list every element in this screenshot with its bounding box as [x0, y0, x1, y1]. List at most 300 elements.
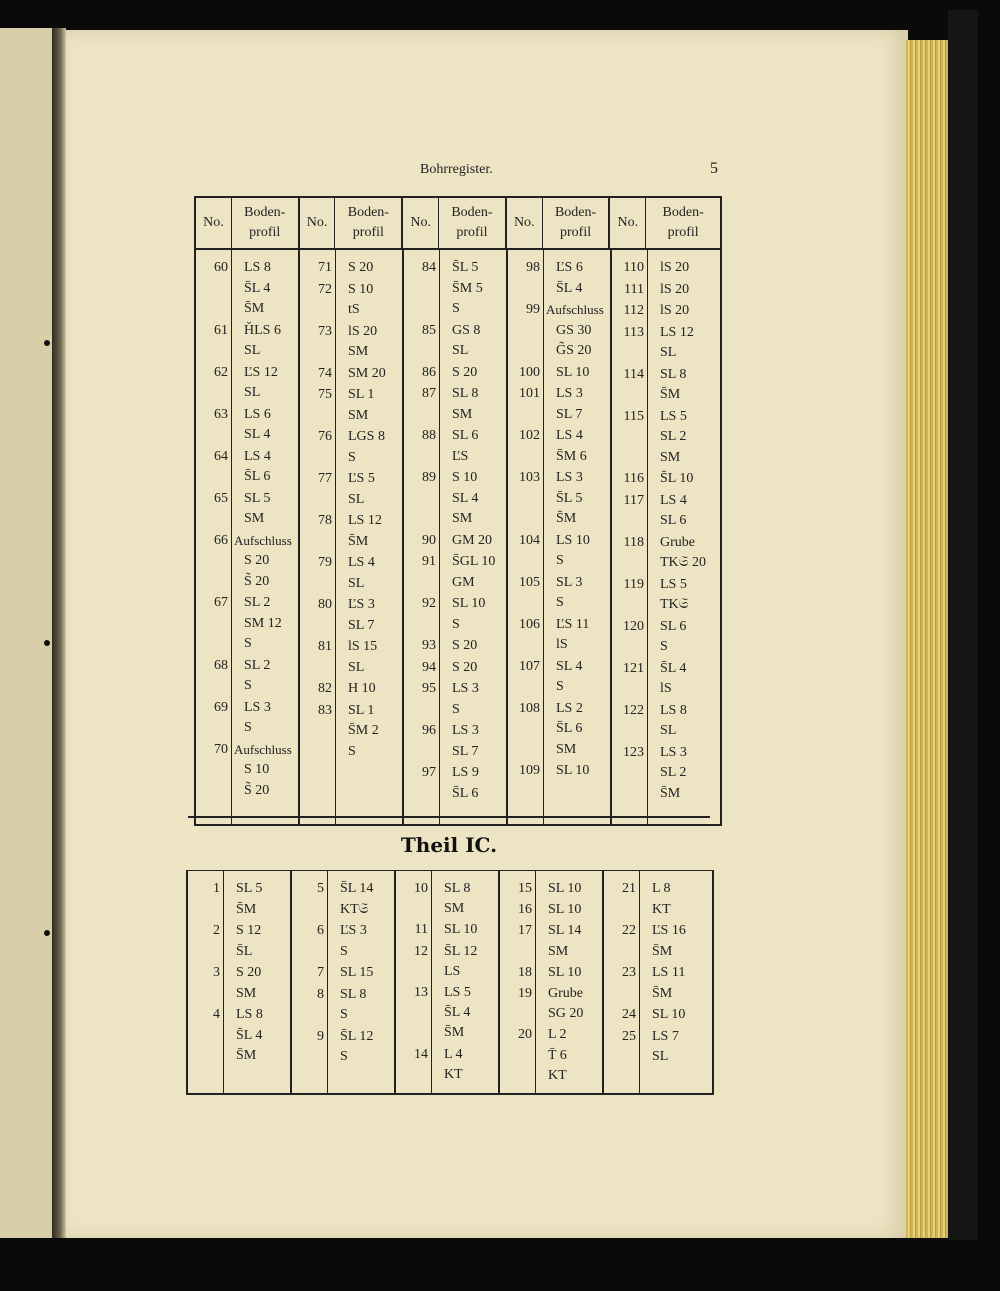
column-rule: [394, 871, 396, 1093]
soil-profile-line: LS 10: [556, 532, 590, 548]
soil-profile-line: LS 12: [348, 513, 382, 528]
entry-number: 106: [519, 616, 540, 632]
entry-number: 113: [623, 324, 644, 340]
soil-profile-line: ĽS 16: [652, 923, 686, 938]
entry-number: 93: [422, 638, 436, 653]
column-rule: [335, 250, 336, 824]
page-number: 5: [710, 160, 718, 177]
soil-profile-line: ĽS 3: [348, 597, 375, 612]
soil-profile-line: L 2: [548, 1027, 567, 1043]
entry-number: 68: [214, 657, 228, 673]
register-table: [194, 196, 722, 826]
soil-profile-line: SL 8: [444, 881, 471, 896]
header-bodenprofil: Boden- profil: [543, 198, 611, 248]
soil-profile-line: SM: [660, 449, 681, 465]
soil-profile-line: S 10: [348, 281, 374, 297]
column-rule: [327, 871, 328, 1093]
soil-profile-line: SM: [452, 511, 473, 526]
soil-profile-line: SL 2: [244, 657, 271, 673]
soil-profile-line: SM: [556, 741, 577, 757]
entry-number: 11: [414, 922, 428, 938]
entry-number: 99: [526, 302, 540, 317]
soil-profile-line: L 8: [652, 881, 671, 896]
soil-profile-line: LS 4: [244, 448, 271, 464]
soil-profile-line: SL 10: [548, 902, 582, 918]
soil-profile-line: S: [244, 720, 252, 735]
entry-number: 71: [318, 260, 332, 275]
column-rule: [498, 871, 500, 1093]
column-rule: [439, 250, 440, 824]
soil-profile-line: SL: [348, 491, 365, 507]
soil-profile-line: SL 10: [556, 763, 590, 778]
entry-number: 24: [622, 1007, 636, 1022]
soil-profile-line: S 10: [244, 762, 270, 777]
soil-profile-line: SL: [660, 345, 677, 360]
soil-profile-line: KT: [444, 1066, 463, 1082]
soil-profile-line: S: [556, 595, 564, 610]
soil-profile-line: LS 12: [660, 324, 694, 340]
soil-profile-line: LS 3: [556, 470, 583, 485]
table-body-part1: [196, 250, 720, 824]
soil-profile-line: LS 5: [444, 985, 471, 1000]
binding-hole: [44, 340, 50, 346]
soil-profile-line: SL 8: [660, 366, 687, 382]
entry-number: 87: [422, 386, 436, 401]
soil-profile-line: SL 6: [660, 618, 687, 634]
soil-profile-line: SM: [348, 344, 369, 359]
soil-profile-line: SL: [660, 723, 677, 738]
soil-profile-line: Aufschluss: [234, 532, 292, 548]
entry-number: 64: [214, 448, 228, 464]
soil-profile-line: S̄L 4: [660, 660, 687, 676]
soil-profile-line: S 20: [452, 659, 478, 675]
soil-profile-line: S: [340, 1049, 348, 1064]
soil-profile-line: SL: [652, 1049, 669, 1064]
soil-profile-line: S̄L 12: [340, 1028, 374, 1044]
entry-number: 100: [519, 364, 540, 380]
header-no: No.: [610, 198, 646, 248]
entry-number: 77: [318, 471, 332, 486]
soil-profile-line: ĽS 6: [556, 260, 583, 275]
soil-profile-line: KT: [548, 1067, 567, 1083]
entry-number: 69: [214, 699, 228, 715]
soil-profile-line: SL 6: [452, 428, 479, 443]
entry-number: 121: [623, 660, 644, 676]
register-table-part2: [186, 870, 714, 1095]
soil-profile-line: SL 4: [556, 658, 583, 674]
soil-profile-line: Aufschluss: [234, 741, 292, 757]
entry-number: 1: [213, 881, 220, 896]
left-page-edge: [0, 28, 58, 1238]
entry-number: 70: [214, 741, 228, 757]
column-rule: [647, 250, 648, 824]
soil-profile-line: S 20: [452, 638, 478, 653]
entry-number: 21: [622, 881, 636, 896]
entry-number: 91: [422, 554, 436, 569]
soil-profile-line: TK𝔖 20: [660, 555, 706, 570]
soil-profile-line: SL 5: [244, 490, 271, 506]
soil-profile-line: S̄L 10: [660, 471, 694, 486]
entry-number: 22: [622, 923, 636, 938]
entry-number: 66: [214, 532, 228, 548]
entry-number: 85: [422, 322, 436, 338]
soil-profile-line: SL 2: [660, 429, 687, 444]
entry-number: 116: [623, 471, 644, 486]
entry-number: 102: [519, 428, 540, 443]
soil-profile-line: lS 20: [660, 281, 690, 297]
soil-profile-line: S: [340, 943, 348, 959]
soil-profile-line: LS 8: [660, 702, 687, 718]
entry-number: 118: [623, 534, 644, 550]
entry-number: 89: [422, 470, 436, 485]
header-bodenprofil: Boden- profil: [439, 198, 507, 248]
soil-profile-line: S: [556, 553, 564, 568]
soil-profile-line: S̄M: [244, 301, 265, 316]
soil-profile-line: S 20: [452, 364, 478, 380]
soil-profile-line: SL 7: [556, 406, 583, 422]
soil-profile-line: LS 7: [652, 1028, 679, 1044]
entry-number: 20: [518, 1027, 532, 1043]
entry-number: 122: [623, 702, 644, 718]
column-rule: [298, 250, 300, 824]
soil-profile-line: SL: [244, 385, 261, 400]
soil-profile-line: LS 3: [660, 744, 687, 760]
soil-profile-line: SL: [244, 343, 261, 358]
soil-profile-line: SM: [548, 943, 569, 959]
soil-profile-line: LS 4: [660, 492, 687, 508]
entry-number: 92: [422, 596, 436, 611]
soil-profile-line: LS 6: [244, 406, 271, 422]
soil-profile-line: S̄M: [348, 533, 369, 549]
entry-number: 13: [414, 985, 428, 1000]
entry-number: 18: [518, 964, 532, 980]
header-no: No.: [196, 198, 232, 248]
soil-profile-line: LGS 8: [348, 429, 385, 444]
soil-profile-line: S̄M 2: [348, 723, 379, 738]
soil-profile-line: SL 1: [348, 387, 375, 402]
soil-profile-line: SL 7: [452, 743, 479, 759]
soil-profile-line: S̄M: [556, 511, 577, 526]
entry-number: 120: [623, 618, 644, 634]
table-header: [196, 198, 720, 250]
soil-profile-line: tS: [348, 302, 360, 317]
book-gutter: [52, 28, 66, 1238]
soil-profile-line: S̄M 6: [556, 448, 587, 464]
entry-number: 60: [214, 260, 228, 275]
soil-profile-line: LS 5: [660, 576, 687, 592]
soil-profile-line: S̄L 4: [244, 280, 271, 296]
soil-profile-line: lS 15: [348, 639, 378, 654]
soil-profile-line: SL 3: [556, 574, 583, 590]
soil-profile-line: SL 5: [236, 881, 263, 896]
soil-profile-line: S̄M: [444, 1025, 465, 1041]
header-bodenprofil: Boden- profil: [662, 205, 704, 240]
soil-profile-line: L 4: [444, 1046, 463, 1062]
book-cover: [948, 10, 978, 1240]
soil-profile-line: LS 4: [556, 428, 583, 443]
soil-profile-line: SL: [452, 343, 469, 358]
soil-profile-line: ĽS 12: [244, 364, 278, 380]
soil-profile-line: SM: [244, 511, 265, 526]
entry-number: 82: [318, 681, 332, 696]
column-rule: [639, 871, 640, 1093]
column-rule: [506, 250, 508, 824]
soil-profile-line: S: [244, 636, 252, 651]
entry-number: 19: [518, 986, 532, 1001]
soil-profile-line: S̄GL 10: [452, 554, 496, 569]
entry-number: 67: [214, 595, 228, 610]
header-no: No.: [507, 198, 543, 248]
entry-number: 17: [518, 923, 532, 939]
table-body-part2: [188, 871, 712, 1093]
soil-profile-line: SL 1: [348, 702, 375, 718]
entry-number: 62: [214, 364, 228, 380]
entry-number: 16: [518, 902, 532, 918]
soil-profile-line: SL 10: [556, 364, 590, 380]
soil-profile-line: S: [452, 616, 460, 632]
soil-profile-line: S: [452, 701, 460, 717]
entry-number: 117: [623, 492, 644, 508]
entry-number: 75: [318, 387, 332, 402]
entry-number: 108: [519, 700, 540, 716]
entry-number: 112: [623, 303, 644, 318]
soil-profile-line: Grube: [660, 534, 695, 550]
binding-hole: [44, 640, 50, 646]
soil-profile-line: lS 20: [660, 303, 690, 318]
soil-profile-line: LS: [444, 963, 461, 979]
column-rule: [290, 871, 292, 1093]
soil-profile-line: ĽS 5: [348, 471, 375, 486]
entry-number: 98: [526, 260, 540, 275]
entry-number: 109: [519, 763, 540, 778]
entry-number: 97: [422, 765, 436, 780]
column-rule: [610, 250, 612, 824]
soil-profile-line: S̄M 5: [452, 280, 483, 296]
entry-number: 84: [422, 260, 436, 275]
soil-profile-line: S: [244, 678, 252, 693]
soil-profile-line: ĽS 11: [556, 616, 590, 632]
header-bodenprofil: Boden- profil: [335, 198, 403, 248]
soil-profile-line: S 20: [244, 553, 270, 568]
binding-hole: [44, 930, 50, 936]
soil-profile-line: SL 14: [548, 923, 582, 939]
soil-profile-line: LS 3: [556, 386, 583, 401]
soil-profile-line: S̄L 12: [444, 943, 478, 959]
soil-profile-line: LS 8: [236, 1007, 263, 1022]
entry-number: 114: [623, 366, 644, 382]
soil-profile-line: SL 10: [444, 922, 478, 938]
entry-number: 111: [624, 281, 644, 297]
entry-number: 96: [422, 723, 436, 738]
soil-profile-line: Grube: [548, 986, 583, 1001]
soil-profile-line: S̄M: [236, 901, 257, 917]
soil-profile-line: S̄L 4: [444, 1005, 471, 1021]
running-title: Bohrregister.: [420, 162, 493, 177]
soil-profile-line: lS 20: [660, 260, 690, 275]
soil-profile-line: H 10: [348, 681, 376, 696]
column-rule: [431, 871, 432, 1093]
entry-number: 76: [318, 429, 332, 444]
soil-profile-line: SM: [348, 407, 369, 423]
entry-number: 80: [318, 597, 332, 612]
soil-profile-line: S̄L 6: [556, 721, 583, 736]
soil-profile-line: S̄L 4: [236, 1027, 263, 1043]
soil-profile-line: ȞLS 6: [244, 322, 281, 338]
soil-profile-line: SL 15: [340, 965, 374, 980]
soil-profile-line: SL 4: [452, 490, 479, 506]
soil-profile-line: G̃S 20: [556, 343, 592, 358]
entry-number: 9: [317, 1028, 324, 1044]
soil-profile-line: LS 3: [244, 699, 271, 715]
soil-profile-line: SL 8: [452, 386, 479, 401]
entry-number: 6: [317, 923, 324, 938]
entry-number: 101: [519, 386, 540, 401]
soil-profile-line: S 10: [452, 470, 478, 485]
entry-number: 65: [214, 490, 228, 506]
entry-number: 78: [318, 513, 332, 528]
soil-profile-line: LS 11: [652, 965, 686, 980]
entry-number: 123: [623, 744, 644, 760]
soil-profile-line: ĽS 3: [340, 923, 367, 938]
entry-number: 103: [519, 470, 540, 485]
soil-profile-line: S̄M: [652, 943, 673, 959]
entry-number: 23: [622, 965, 636, 980]
soil-profile-line: S̄M: [660, 387, 681, 402]
soil-profile-line: LS 5: [660, 408, 687, 424]
soil-profile-line: LS 3: [452, 723, 479, 738]
entry-number: 4: [213, 1007, 220, 1022]
header-no: No.: [403, 198, 439, 248]
soil-profile-line: S̄M: [236, 1048, 257, 1063]
soil-profile-line: SM 20: [348, 365, 386, 381]
entry-number: 61: [214, 322, 228, 338]
entry-number: 110: [623, 260, 644, 275]
soil-profile-line: lS 20: [348, 323, 378, 339]
page-edges: [906, 40, 948, 1238]
entry-number: 3: [213, 965, 220, 980]
entry-number: 90: [422, 532, 436, 548]
soil-profile-line: SL 2: [660, 765, 687, 780]
entry-number: 10: [414, 881, 428, 896]
soil-profile-line: S̄L 14: [340, 881, 374, 896]
entry-number: 74: [318, 365, 332, 381]
soil-profile-line: S̄L 4: [556, 280, 583, 296]
soil-profile-line: S̃ 20: [244, 782, 270, 798]
soil-profile-line: S: [452, 301, 460, 316]
entry-number: 104: [519, 532, 540, 548]
soil-profile-line: S̄L 5: [452, 260, 479, 275]
column-rule: [231, 250, 232, 824]
soil-profile-line: LS 4: [348, 555, 375, 570]
soil-profile-line: S̄L 6: [244, 469, 271, 484]
soil-profile-line: SM: [444, 901, 465, 917]
soil-profile-line: S: [660, 639, 668, 654]
soil-profile-line: S̄M: [660, 785, 681, 801]
entry-number: 5: [317, 881, 324, 896]
soil-profile-line: GS 30: [556, 322, 592, 338]
entry-number: 94: [422, 659, 436, 675]
soil-profile-line: S̄L 5: [556, 490, 583, 506]
soil-profile-line: S: [556, 679, 564, 694]
entry-number: 115: [623, 408, 644, 424]
entry-number: 86: [422, 364, 436, 380]
soil-profile-line: S̄L 6: [452, 785, 479, 801]
soil-profile-line: SL 6: [660, 513, 687, 528]
entry-number: 95: [422, 681, 436, 696]
soil-profile-line: Aufschluss: [546, 302, 604, 317]
soil-profile-line: SL 2: [244, 595, 271, 610]
entry-number: 119: [623, 576, 644, 592]
soil-profile-line: LS 3: [452, 681, 479, 696]
soil-profile-line: lS: [660, 681, 672, 696]
soil-profile-line: S 20: [236, 965, 262, 980]
soil-profile-line: S 20: [348, 260, 374, 275]
header-bodenprofil: Boden- profil: [232, 198, 300, 248]
entry-number: 15: [518, 881, 532, 896]
soil-profile-line: SL 10: [652, 1007, 686, 1022]
soil-profile-line: GS 8: [452, 322, 481, 338]
soil-profile-line: KT𝔖: [340, 901, 369, 917]
entry-number: 88: [422, 428, 436, 443]
entry-number: 79: [318, 555, 332, 570]
soil-profile-line: S: [348, 743, 356, 759]
entry-number: 2: [213, 923, 220, 938]
entry-number: 14: [414, 1046, 428, 1062]
soil-profile-line: S 12: [236, 923, 262, 938]
soil-profile-line: ĽS: [452, 448, 469, 464]
entry-number: 8: [317, 986, 324, 1002]
soil-profile-line: SM 12: [244, 615, 282, 631]
soil-profile-line: LS 9: [452, 765, 479, 780]
soil-profile-line: TK𝔖: [660, 597, 689, 612]
soil-profile-line: SL 4: [244, 427, 271, 442]
entry-number: 81: [318, 639, 332, 654]
soil-profile-line: SL 10: [452, 596, 486, 611]
section-title: Theil IC.: [188, 816, 710, 871]
entry-number: 72: [318, 281, 332, 297]
soil-profile-line: S̄L: [236, 943, 253, 959]
soil-profile-line: SL 7: [348, 617, 375, 633]
header-no: No.: [300, 198, 336, 248]
column-rule: [402, 250, 404, 824]
soil-profile-line: LS 2: [556, 700, 583, 716]
soil-profile-line: S: [340, 1007, 348, 1022]
soil-profile-line: SM: [236, 985, 257, 1001]
entry-number: 7: [317, 965, 324, 980]
soil-profile-line: KT: [652, 901, 671, 917]
soil-profile-line: GM 20: [452, 532, 493, 548]
soil-profile-line: SL 10: [548, 881, 582, 896]
soil-profile-line: SM: [452, 406, 473, 422]
soil-profile-line: SL 10: [548, 964, 582, 980]
soil-profile-line: SL 8: [340, 986, 367, 1002]
entry-number: 105: [519, 574, 540, 590]
column-rule: [543, 250, 544, 824]
column-rule: [535, 871, 536, 1093]
entry-number: 107: [519, 658, 540, 674]
entry-number: 83: [318, 702, 332, 718]
soil-profile-line: lS: [556, 637, 568, 652]
entry-number: 63: [214, 406, 228, 422]
soil-profile-line: S̃ 20: [244, 573, 270, 589]
entry-number: 73: [318, 323, 332, 339]
soil-profile-line: SL: [348, 659, 365, 675]
soil-profile-line: SG 20: [548, 1006, 584, 1022]
soil-profile-line: S̄M: [652, 985, 673, 1001]
soil-profile-line: SL: [348, 575, 365, 591]
soil-profile-line: S: [348, 449, 356, 465]
soil-profile-line: LS 8: [244, 260, 271, 275]
